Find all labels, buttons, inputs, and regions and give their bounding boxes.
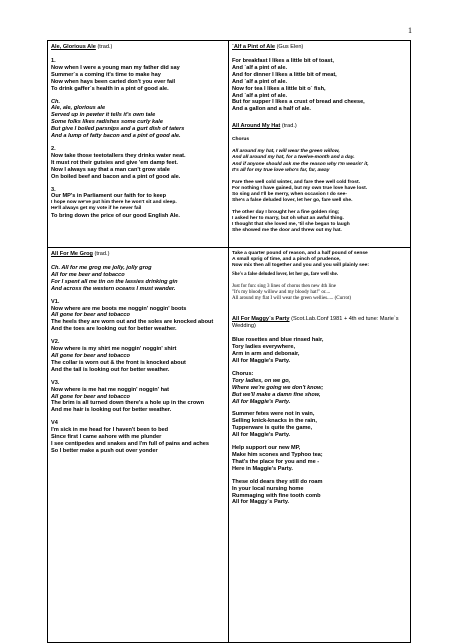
lyric-line: For I spent all me tin on the lassies drinking gin [51,278,178,285]
lyric-line: It must rot their gutsies and give 'em damp feet. [51,159,178,166]
lyric-line: That's the place for you and me - [232,458,320,465]
lyric-line: Now take those teetotallers they drinks water neat. [51,152,186,159]
lyric-line: Now when I were a young man my father did say [51,64,180,71]
lyric-line: Here in Maggie's Party. [232,465,293,472]
lyric-line: All around my hat, I will wear the green willow, [232,149,340,155]
lyric-line: But for supper I likes a crust of bread and cheese, [232,99,365,106]
lyric-line: Tupperware is quite the game, [232,425,313,432]
verse-block [232,149,406,173]
lyric-line: For breakfast I likes a little bit of toast, [232,58,334,64]
lyric-line: Now where are me boots me noggin' noggin' boots [51,305,187,312]
song-title [232,44,406,51]
lyric-line: V2. [51,339,60,346]
lyric-line: Make him scones and Typhoo tea; [232,451,323,458]
lyric-line: All gone for beer and tobacco [51,393,130,400]
lyric-line: "It's my bloody willow and my bloody hat!" or.... [232,290,331,296]
lyric-line: I hope now we've put him there he won't sit and sleep. [51,200,177,206]
verse-block [232,284,406,302]
verse-block [232,137,406,143]
lyric-line: I thought that she loved me, 'til she began to laugh [232,222,350,228]
lyric-line: It's all for my true love who's far, far, away [232,167,330,173]
lyric-line: 2. [51,145,56,152]
lyric-line: Selling knick-knacks in the rain, [232,418,317,425]
lyric-line: Now for tea I likes a little bit o` fish, [232,85,326,92]
verse-block [51,146,224,181]
verse-block [51,99,224,140]
lyric-line: All for Maggy`s Party. [232,499,290,506]
song-title [51,251,224,258]
verse-block [51,265,224,293]
lyric-line: All gone for beer and tobacco [51,312,130,319]
verse-block [51,380,224,415]
lyric-line: Rummaging with fine tooth comb [232,492,321,499]
verse-block [232,272,406,278]
lyric-line: And the toes are looking out for better weather. [51,326,177,333]
lyric-line: All for me beer and tobacco [51,271,125,278]
song-title-text: All For Maggy`s Party [232,316,290,323]
lyric-line: All for Maggie's Party. [232,358,291,364]
verse-block [51,299,224,334]
verse-block [51,339,224,374]
verse-block [51,187,224,201]
lyric-line: Help support our new MP, [232,445,301,452]
lyric-line: Now where is me hat me noggin' noggin' hat [51,386,169,393]
song-title [232,316,406,330]
song-credit: (trad.) [97,44,113,50]
song-title-text: Ale, Glorious Ale [51,44,96,50]
lyric-line: Now mix then all together and you and you will plainly see: [232,263,369,269]
lyric-line: And a lump of fatty bacon and a pint of good ale. [51,133,181,140]
lyric-line: To drink gaffer`s health in a pint of good ale. [51,85,169,92]
verse-block [232,58,406,113]
lyric-line: Since first I came ashore with me plunder [51,434,162,441]
verse-block [232,371,406,406]
lyric-line: And `alf a pint of ale. [232,64,288,71]
verse-block [51,420,224,455]
lyric-line: 3. [51,186,56,193]
lyric-line: Where we're going we don't know; [232,384,324,391]
lyric-line: Ale, ale, glorious ale [51,105,106,112]
lyric-line: All for Maggie's Party. [232,398,291,405]
lyric-line: So sing and I'll be merry, when occasion I do see- [232,191,347,197]
lyric-line: Chorus [232,137,250,143]
lyric-line: She's a false deluded lover, let her go, fare well she. [232,198,353,203]
verse-block [51,200,224,212]
lyric-line: The other day I brought her a fine golden ring; [232,210,340,216]
lyric-line: I asked her to marry, but oh what an awful thing. [232,216,344,222]
lyric-line: Take a quarter pound of reason, and a half pound of sense [232,251,368,256]
song-title [51,44,224,51]
lyric-line: Now when hays been carted don't you ever fail [51,78,176,85]
lyric-line: Now I always say that a man can't grow stale [51,166,170,173]
verse-block [232,411,406,439]
lyric-line: She's a false deluded lover, let her go, fare well she. [232,272,339,278]
lyric-line: V4 [51,420,58,427]
lyric-line: And a gallon and a half of ale. [232,106,311,113]
lyric-line: Served up in pewter it tells it's own tale [51,112,156,119]
lyric-line: The heels they are worn out and the soles are knocked about [51,319,214,326]
lyric-line: Ch. All for me grog me jolly, jolly grog [51,265,152,271]
lyric-line: I see centipedes and snakes and I'm full of pains and aches [51,440,210,447]
lyric-line: The brim is all turned down there's a hole up in the crown [51,400,205,407]
song-credit: (Scot.Lab.Conf 1981 + 4th ed tune: Marie`s Wedding) [232,316,399,330]
verse-block [232,445,406,473]
lyric-line: All gone for beer and tobacco [51,352,130,359]
lyric-line: Our MP's in Parliament our faith for to keep [51,193,167,200]
lyric-line: And `alf a pint of ale. [232,78,288,85]
lyric-line: Some folks likes radishes some curly kale [51,119,163,126]
lyric-line: Blue rosettes and blue rinsed hair, [232,337,324,344]
lyric-line: Tory ladies everywhere, [232,344,296,351]
lyric-line: Tory ladies, on we go, [232,377,291,384]
lyric-line: For nothing I have gained, but my own true love have lost. [232,185,368,191]
lyric-line: But give I boiled parsnips and a gurt dish of taters [51,126,185,133]
lyric-line: The collar is worn out & the front is knocked about [51,359,186,366]
song-title-text: All Around My Hat [232,123,281,130]
lyric-line: And the tail is looking out for better weather. [51,366,170,373]
lyric-line: Fare thee well cold winter, and fare thee well cold frost. [232,179,361,185]
lyric-line: Ch. [51,98,61,105]
lyric-line: And for dinner I likes a little bit of meat, [232,71,337,78]
cell-all-for-me-grog [48,248,229,642]
lyric-line: He'll always get my vote if he never fail [51,206,142,212]
song-title-text: All For Me Grog [51,251,93,257]
verse-block [232,479,406,507]
cell-ale-glorious-ale [48,41,229,248]
lyric-line: 1. [51,58,56,64]
lyric-line: And if anyone should ask me the reason why I'm wearin' it, [232,161,369,167]
song-table [47,40,411,643]
lyric-line: V3. [51,379,60,386]
lyric-line: Chorus: [232,370,254,377]
lyric-line: She showed me the door and threw out my hat. [232,228,342,234]
verse-block [51,213,224,220]
lyric-line: A small sprig of time, and a pinch of prudence, [232,257,341,263]
lyric-line: V1. [51,298,60,305]
lyric-line: Arm in arm and debonair, [232,351,300,358]
song-credit: (trad.) [281,123,297,130]
lyric-line: Summer fetes were not in vain, [232,411,315,418]
lyric-line: Just for fun: sing 3 lines of chorus then new 4th line [232,284,337,290]
lyric-line: But we'll make a damn fine show, [232,391,321,398]
cell-alf-a-pint-of-ale [229,41,410,248]
lyric-line: To bring down the price of our good English Ale. [51,212,180,219]
verse-block [232,210,406,234]
lyric-line: And all around my hat, for a twelve-month and a day. [232,155,355,161]
lyric-line: Now where is my shirt me noggin' noggin' shirt [51,346,177,353]
song-title-text: `Alf a Pint of Ale [232,44,275,50]
lyric-line: These old dears they still do roam [232,478,323,485]
lyric-line: And me hair is looking out for better weather. [51,407,172,414]
page-number: 1 [408,26,412,35]
verse-block [51,58,224,93]
song-credit: (Gus Elen) [276,44,304,50]
verse-block [232,251,406,269]
lyric-line: I'm sick in me head for I haven't been to bed [51,427,169,434]
lyric-line: So I better make a push out over yonder [51,447,158,454]
lyric-line: And across the western oceans I must wander. [51,285,176,292]
lyric-line: All for Maggie's Party. [232,432,291,439]
lyric-line: All around my flat I will wear the green wellies..... (Currot) [232,296,351,302]
verse-block [232,180,406,204]
lyric-line: On boiled beef and bacon and a pint of good ale. [51,173,181,180]
song-title [232,123,406,130]
lyric-line: In your local nursing home [232,485,304,492]
lyric-line: And `alf a pint of ale. [232,92,288,99]
cell-all-for-maggys-party [229,248,410,642]
lyric-line: Summer`s a coming it's time to make hay [51,71,161,78]
verse-block [232,337,406,365]
song-credit: (trad.) [94,251,110,257]
